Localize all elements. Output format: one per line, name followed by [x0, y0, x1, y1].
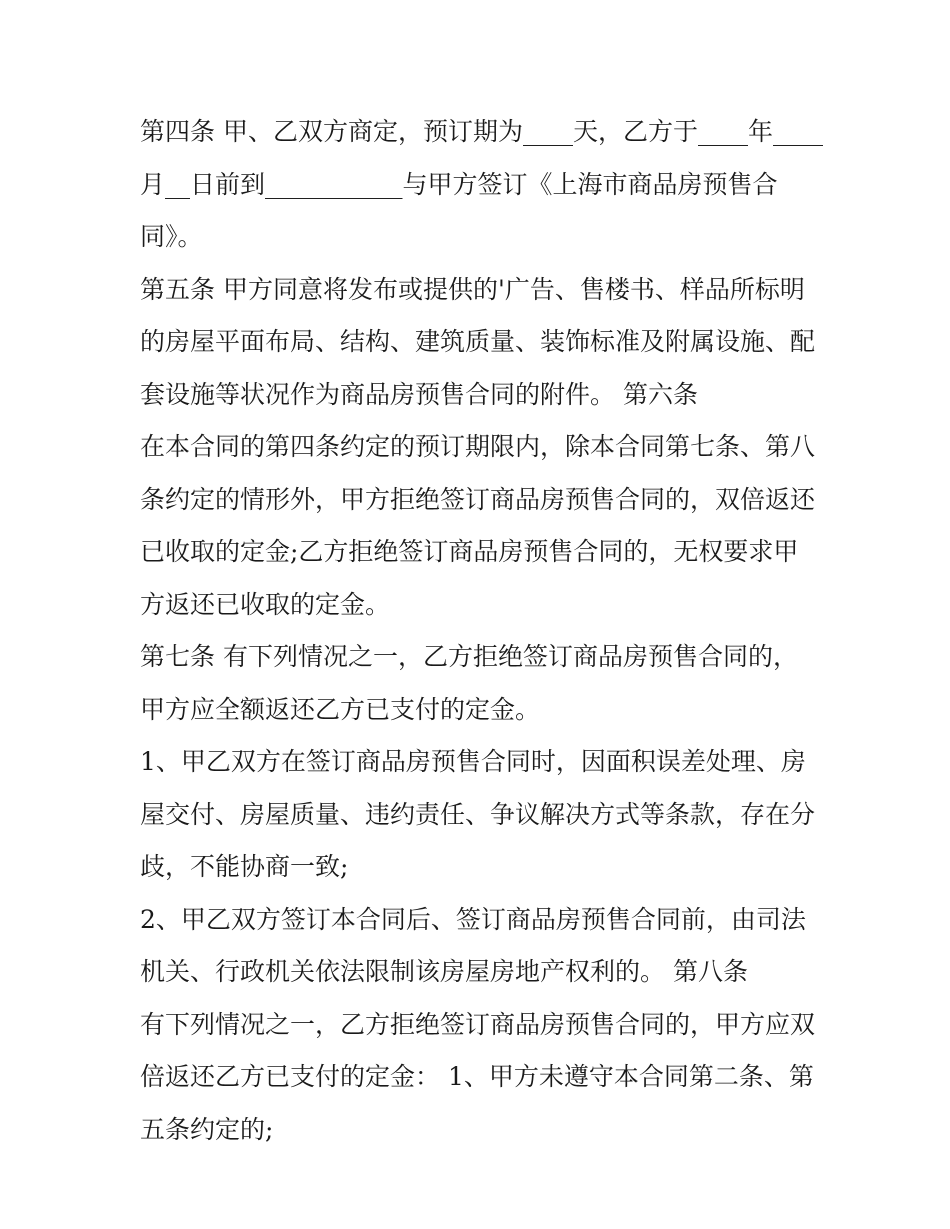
text-line: 套设施等状况作为商品房预售合同的附件。 第六条: [140, 379, 698, 409]
text-line: 已收取的定金;乙方拒绝签订商品房预售合同的，无权要求甲: [140, 537, 799, 566]
text-line: 第四条 甲、乙双方商定，预订期为____天，乙方于____年____: [140, 117, 823, 146]
text-line: 同》。: [140, 222, 203, 251]
text-line: 的房屋平面布局、结构、建筑质量、装饰标准及附属设施、配: [140, 327, 816, 356]
text-line: 有下列情况之一，乙方拒绝签订商品房预售合同的，甲方应双: [140, 1009, 816, 1039]
text-line: 倍返还乙方已支付的定金： 1、甲方未遵守本合同第二条、第: [140, 1062, 814, 1091]
text-line: 第七条 有下列情况之一，乙方拒绝签订商品房预售合同的，: [140, 642, 798, 671]
text-line: 方返还已收取的定金。: [140, 589, 391, 619]
document-body: [140, 106, 823, 1156]
text-line: 甲方应全额返还乙方已支付的定金。: [140, 694, 541, 724]
text-line: 五条约定的;: [140, 1114, 274, 1144]
text-line: 屋交付、房屋质量、违约责任、争议解决方式等条款，存在分: [140, 799, 816, 829]
text-line: 第五条 甲方同意将发布或提供的'广告、售楼书、样品所标明: [140, 274, 805, 304]
text-line: 机关、行政机关依法限制该房屋房地产权利的。 第八条: [140, 957, 748, 986]
text-line: 2、甲乙双方签订本合同后、签订商品房预售合同前，由司法: [140, 904, 806, 934]
text-line: 1、甲乙双方在签订商品房预售合同时，因面积误差处理、房: [140, 747, 806, 776]
text-line: 在本合同的第四条约定的预订期限内，除本合同第七条、第八: [140, 432, 816, 461]
text-line: 月__日前到___________与甲方签订《上海市商品房预售合: [140, 169, 778, 199]
text-line: 歧，不能协商一致;: [140, 852, 349, 881]
text-line: 条约定的情形外，甲方拒绝签订商品房预售合同的，双倍返还: [140, 484, 816, 514]
